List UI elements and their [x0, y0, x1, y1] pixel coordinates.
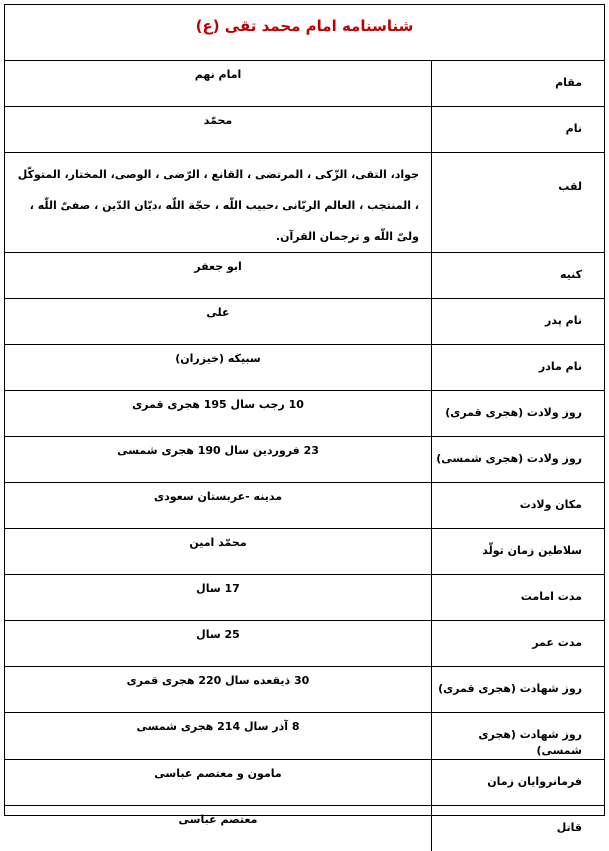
row-value-cell [5, 621, 432, 667]
row-value: 30 ذیقعده سال 220 هجری قمری [5, 667, 431, 689]
row-value: امام نهم [5, 61, 431, 83]
row-label-cell [432, 61, 605, 107]
row-label: روز شهادت (هجری شمسی) [432, 713, 582, 759]
row-label-cell [432, 575, 605, 621]
row-value: 8 آذر سال 214 هجری شمسی [5, 713, 431, 735]
row-value: 25 سال [5, 621, 431, 643]
row-label: لقب [432, 153, 582, 195]
info-card [4, 4, 605, 816]
row-label: مکان ولادت [432, 483, 582, 513]
table-row [5, 391, 604, 437]
row-label-cell [432, 667, 605, 713]
table-row [5, 253, 604, 299]
row-value-cell [5, 713, 432, 760]
table-row [5, 107, 604, 153]
table-row [5, 299, 604, 345]
row-label: مدت امامت [432, 575, 582, 605]
row-value: محمّد [5, 107, 431, 129]
row-label-cell [432, 437, 605, 483]
table-row [5, 713, 604, 760]
row-label: کنیه [432, 253, 582, 283]
row-label-cell [432, 253, 605, 299]
row-value-cell [5, 107, 432, 153]
row-label: نام پدر [432, 299, 582, 329]
table-row [5, 61, 604, 107]
row-value-cell [5, 153, 432, 253]
row-label-cell [432, 107, 605, 153]
row-value: معتصم عباسی [5, 806, 431, 828]
row-value-cell [5, 299, 432, 345]
info-table [5, 61, 604, 851]
table-row [5, 529, 604, 575]
title-row [5, 5, 604, 61]
row-label: مقام [432, 61, 582, 91]
row-label-cell [432, 483, 605, 529]
table-row [5, 760, 604, 806]
row-value-cell [5, 483, 432, 529]
row-value-cell [5, 575, 432, 621]
row-value-cell [5, 437, 432, 483]
table-row [5, 153, 604, 253]
row-value: مامون و معتصم عباسی [5, 760, 431, 782]
row-value: مدینه -عربستان سعودی [5, 483, 431, 505]
row-label-cell [432, 153, 605, 253]
table-row [5, 621, 604, 667]
row-label-cell [432, 621, 605, 667]
row-label-cell [432, 299, 605, 345]
table-row [5, 667, 604, 713]
row-value: سبیکه (خیزران) [5, 345, 431, 367]
row-label-cell [432, 760, 605, 806]
table-row [5, 437, 604, 483]
page-title: شناسنامه امام محمد تقی (ع) [196, 17, 414, 35]
row-label: فرمانروایان زمان [432, 760, 582, 790]
row-label: مدت عمر [432, 621, 582, 651]
row-value-cell [5, 391, 432, 437]
row-value-cell [5, 529, 432, 575]
row-value: ابو جعفر [5, 253, 431, 275]
row-label: قاتل [432, 806, 582, 836]
row-value: محمّد امین [5, 529, 431, 551]
row-value-cell [5, 667, 432, 713]
row-value-cell [5, 61, 432, 107]
row-value: 10 رجب سال 195 هجری قمری [5, 391, 431, 413]
row-value: جواد، التقی، الزّکی ، المرتضی ، القانع ، الرّضی ، الوصی، المختار، المتوکّل ، المنتجب ، العالم الربّانی ،حبیب اللّه ، حجّة اللّه ،دیّان الدّین ، صفیّ اللّه ، ولیّ اللّه و ترجمان القرآن. [5, 153, 431, 252]
row-label: سلاطین زمان تولّد [432, 529, 582, 559]
row-label-cell [432, 529, 605, 575]
row-label-cell [432, 391, 605, 437]
table-row [5, 345, 604, 391]
row-label: نام [432, 107, 582, 137]
table-row [5, 483, 604, 529]
row-value: علی [5, 299, 431, 321]
row-label-cell [432, 806, 605, 851]
table-row [5, 806, 604, 851]
table-row [5, 575, 604, 621]
row-value-cell [5, 253, 432, 299]
row-label-cell [432, 713, 605, 760]
row-value-cell [5, 345, 432, 391]
row-value: 17 سال [5, 575, 431, 597]
row-label: روز ولادت (هجری قمری) [432, 391, 582, 421]
row-label: روز ولادت (هجری شمسی) [432, 437, 582, 467]
row-value-cell [5, 806, 432, 851]
row-label-cell [432, 345, 605, 391]
row-label: نام مادر [432, 345, 582, 375]
row-value-cell [5, 760, 432, 806]
row-value: 23 فروردین سال 190 هجری شمسی [5, 437, 431, 459]
row-label: روز شهادت (هجری قمری) [432, 667, 582, 697]
